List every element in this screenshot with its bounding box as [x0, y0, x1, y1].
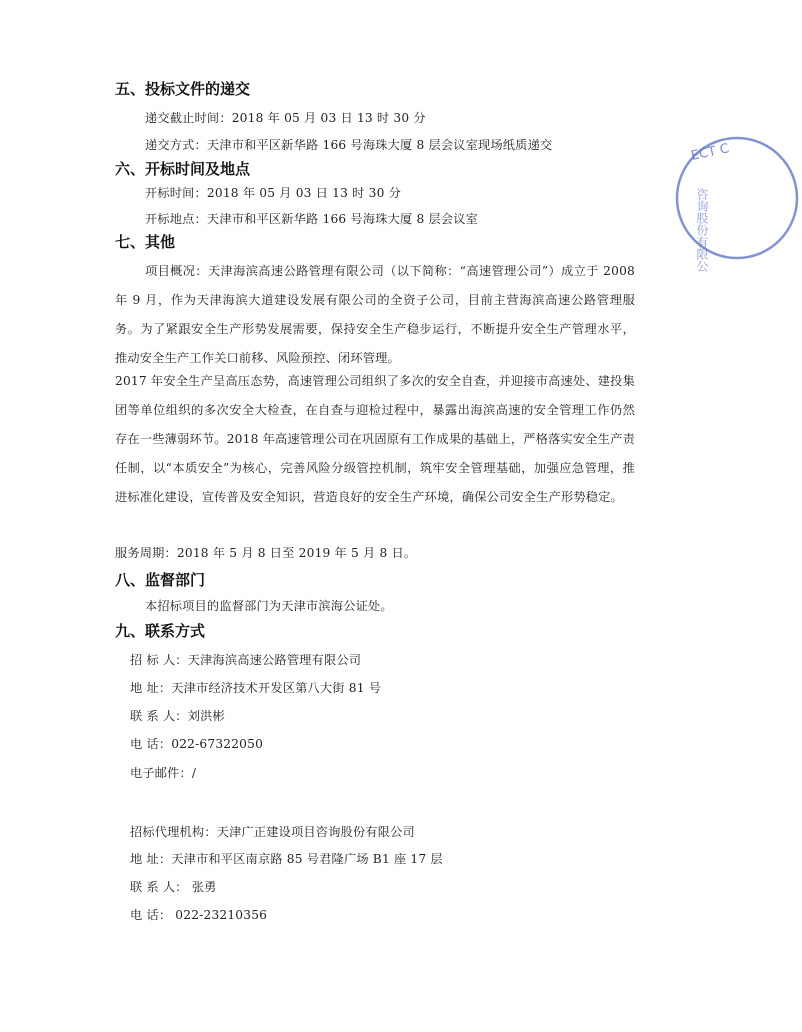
tenderer-contact: 联 系 人：刘洪彬	[130, 709, 225, 723]
project-overview-paragraph: 项目概况：天津海滨高速公路管理有限公司（以下简称：“高速管理公司”）成立于 2008 年 9 月，作为天津海滨大道建设发展有限公司的全资子公司，目前主营海滨高速公路管理服务。为了紧跟安全生产形势发展需要，保持安全生产稳步运行，不断提升安全生产管理水平，推动安全生产工作关口前移、风险预控、闭环管理。	[115, 264, 635, 365]
section-heading-7: 七、其他	[115, 233, 176, 251]
service-period: 服务周期：2018 年 5 月 8 日至 2019 年 5 月 8 日。	[115, 546, 417, 560]
svg-text:咨询股份有限公: 咨询股份有限公	[695, 188, 709, 272]
submission-deadline: 递交截止时间：2018 年 05 月 03 日 13 时 30 分	[145, 111, 426, 125]
section-heading-6: 六、开标时间及地点	[115, 160, 251, 178]
section-heading-9: 九、联系方式	[115, 622, 206, 640]
opening-place: 开标地点：天津市和平区新华路 166 号海珠大厦 8 层会议室	[145, 212, 479, 226]
opening-time: 开标时间：2018 年 05 月 03 日 13 时 30 分	[145, 186, 401, 200]
svg-text:ECT C: ECT C	[689, 141, 731, 164]
company-seal	[672, 118, 802, 278]
agent-name: 招标代理机构：天津广正建设项目咨询股份有限公司	[130, 825, 415, 839]
section-heading-8: 八、监督部门	[115, 571, 206, 589]
tenderer-phone: 电 话：022-67322050	[130, 737, 264, 751]
supervision-text: 本招标项目的监督部门为天津市滨海公证处。	[145, 599, 393, 613]
submission-method: 递交方式：天津市和平区新华路 166 号海珠大厦 8 层会议室现场纸质递交	[145, 138, 553, 152]
agent-phone: 电 话： 022-23210356	[130, 908, 268, 922]
section-heading-5: 五、投标文件的递交	[115, 80, 251, 98]
agent-address: 地 址：天津市和平区南京路 85 号君隆广场 B1 座 17 层	[130, 852, 443, 866]
agent-contact: 联 系 人： 张勇	[130, 880, 217, 894]
tenderer-email: 电子邮件：/	[130, 766, 197, 780]
safety-paragraph: 2017 年安全生产呈高压态势，高速管理公司组织了多次的安全自查，并迎接市高速处、建投集团等单位组织的多次安全大检查，在自查与迎检过程中，暴露出海滨高速的安全管理工作仍然存在一些薄弱环节。2018 年高速管理公司在巩固原有工作成果的基础上，严格落实安全生产责任制，以“本质安全”为核心，完善风险分级管控机制，筑牢安全管理基础，加强应急管理，推进标准化建设，宣传普及安全知识，营造良好的安全生产环境，确保公司安全生产形势稳定。	[115, 374, 635, 504]
tenderer-address: 地 址：天津市经济技术开发区第八大街 81 号	[130, 681, 382, 695]
tenderer-name: 招 标 人：天津海滨高速公路管理有限公司	[130, 653, 362, 667]
